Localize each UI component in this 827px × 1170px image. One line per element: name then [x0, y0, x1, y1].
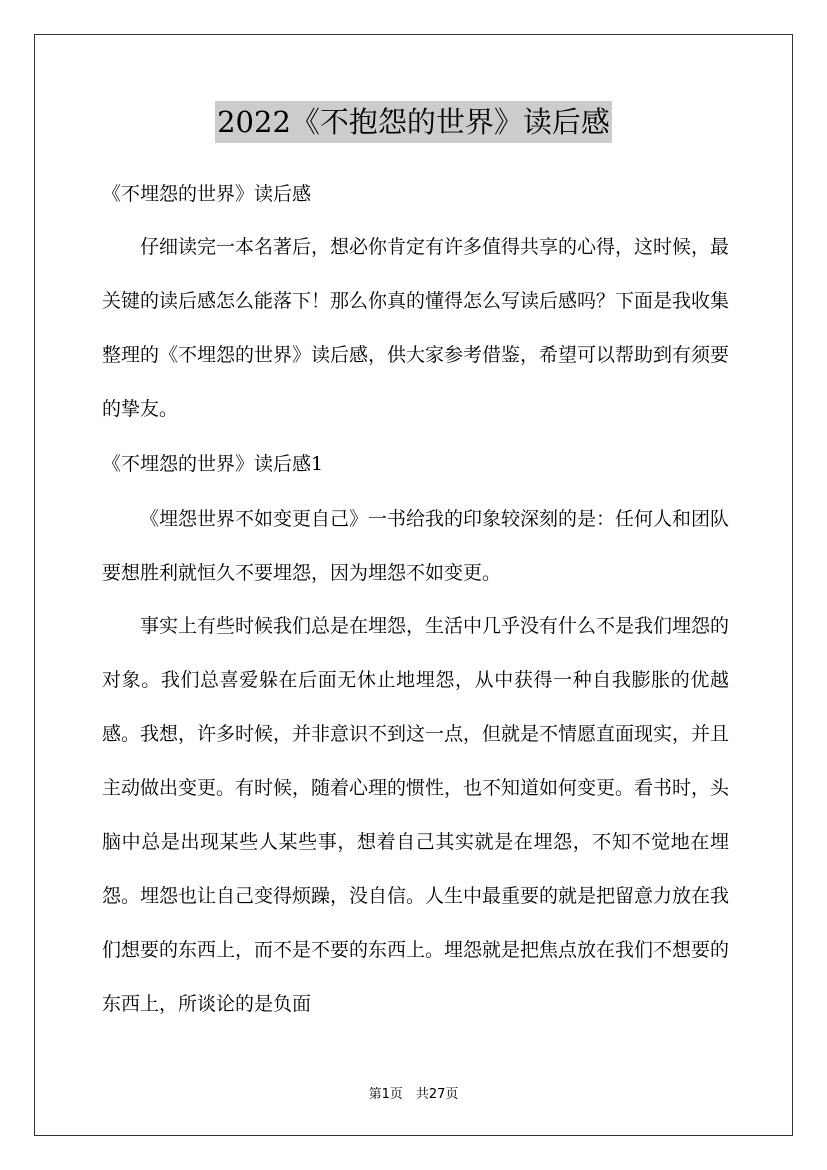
page-number: 第1页 共27页 [368, 1087, 459, 1102]
section-heading-1: 《不埋怨的世界》读后感1 [102, 453, 324, 475]
section-heading: 《不埋怨的世界》读后感 [102, 183, 312, 205]
document-title: 2022《不抱怨的世界》读后感 [215, 101, 612, 143]
body-paragraph: 《埋怨世界不如变更自己》一书给我的印象较深刻的是：任何人和团队要想胜利就恒久不要埋怨，因为埋怨不如变更。 [102, 508, 730, 584]
body-paragraph: 事实上有些时候我们总是在埋怨，生活中几乎没有什么不是我们埋怨的对象。我们总喜爱躲在后面无休止地埋怨，从中获得一种自我膨胀的优越感。我想，许多时候，并非意识不到这一点，但就是不情愿直面现实，并且主动做出变更。有时候，随着心理的惯性，也不知道如何变更。看书时，头脑中总是出现某些人某些事，想着自己其实就是在埋怨，不知不觉地在埋怨。埋怨也让自己变得烦躁，没自信。人生中最重要的就是把留意力放在我们想要的东西上，而不是不要的东西上。埋怨就是把焦点放在我们不想要的东西上，所谈论的是负面 [102, 615, 730, 1015]
intro-paragraph: 仔细读完一本名著后，想必你肯定有许多值得共享的心得，这时候，最关键的读后感怎么能落下！那么你真的懂得怎么写读后感吗？下面是我收集整理的《不埋怨的世界》读后感，供大家参考借鉴，希望可以帮助到有须要的挚友。 [102, 236, 730, 420]
title-container [0, 101, 827, 143]
